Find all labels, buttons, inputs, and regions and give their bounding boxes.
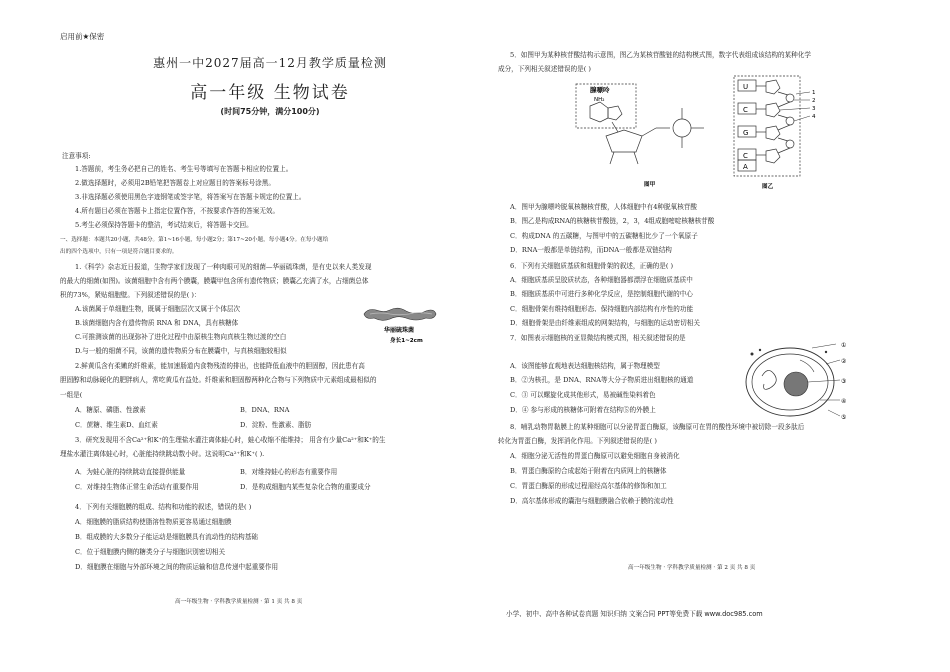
base-3: G xyxy=(743,129,749,137)
notice-item: 3.非选择题必须使用黑色字迹钢笔或签字笔，将答案写在答题卡规定的位置上。 xyxy=(75,193,306,201)
notice-item: 4.所有题目必须在答题卡上指定位置作答，不按要求作答的答案无效。 xyxy=(75,207,280,215)
question-3-option-d: D．是构成细胞内某些复杂化合物的重要成分 xyxy=(240,483,371,491)
question-5-option-d: D．RNA一般都是单链结构，而DNA一般都是双链结构 xyxy=(510,246,672,254)
question-4-stem: 4．下列有关细胞膜的组成、结构和功能的叙述，错误的是( ) xyxy=(75,503,252,511)
question-2-stem: 一组是( xyxy=(60,391,83,399)
page-footer-right: 高一年级生物 · 学科教学质量检测 · 第 2 页 共 8 页 xyxy=(628,565,756,571)
question-4-option-c: C．位于细胞膜内侧的糖类分子与细胞识别密切相关 xyxy=(75,548,226,556)
nucleus-figure xyxy=(740,340,855,422)
question-8-stem: 8．哺乳动物胃黏膜上的某种细胞可以分泌胃蛋白酶原，该酶原可在胃的酸性环境中被切除一段多肽后 xyxy=(510,423,805,431)
question-5-option-a: A．图甲为腺嘌呤脱氧核糖核苷酸，人体细胞中有4种脱氧核苷酸 xyxy=(510,203,697,211)
time-info: (时间75分钟，满分100分) xyxy=(220,107,320,116)
notice-item: 1.答题前，考生务必把自己的姓名、考生号等填写在答题卡相应的位置上。 xyxy=(75,165,293,173)
base-2: C xyxy=(743,106,748,114)
nucleotide-figure xyxy=(570,78,730,190)
base-5: A xyxy=(743,163,748,171)
question-2-stem: 2.鲜黄瓜含有柔嫩的纤维素，能加速肠道内食物残渣的排出，也能降低血液中的胆固醇，因此患有高 xyxy=(75,362,365,370)
question-1-option-d: D.与一般的细菌不同，该菌的遗传物质分布在膜囊中，与真核细胞较相似 xyxy=(75,347,287,355)
question-8-stem: 转化为胃蛋白酶，发挥消化作用。下列叙述错误的是( ) xyxy=(498,437,657,445)
question-5-stem: 5．如图甲为某种核苷酸结构示意图，图乙为某核苷酸链的结构模式图，数字代表组成该结构的某种化学 xyxy=(510,51,811,59)
bacterium-figure xyxy=(360,300,440,350)
question-2-option-a: A．糖原、磷脂、性激素 xyxy=(75,406,146,414)
chain-number-4: 4 xyxy=(812,114,816,120)
question-1-option-a: A.该菌属于单细胞生物，既属于细胞层次又属于个体层次 xyxy=(75,305,241,313)
question-7-option-d: D．④ 参与形成的核糖体可附着在结构⑤的外膜上 xyxy=(510,406,656,414)
question-3-option-b: B．对维持蛙心的形态有重要作用 xyxy=(240,468,338,476)
question-2-option-d: D．淀粉、性激素、脂肪 xyxy=(240,421,312,429)
question-2-option-c: C．蔗糖、维生素D、血红素 xyxy=(75,421,158,429)
chain-number-2: 2 xyxy=(812,98,816,104)
bacterium-caption: 华丽硫珠菌 xyxy=(384,327,415,334)
confidential-mark: 启用前★保密 xyxy=(60,32,105,41)
question-6-option-c: C．细胞骨架有维持细胞形态、保持细胞内部结构有序性的功能 xyxy=(510,305,694,313)
section-instruction: 出的四个选项中，只有一项是符合题目要求的。 xyxy=(60,249,178,255)
notice-item: 2.做选择题时，必须用2B铅笔把答题卷上对应题目的答案标号涂黑。 xyxy=(75,179,275,187)
question-8-option-c: C．胃蛋白酶原的形成过程需经高尔基体的修饰和加工 xyxy=(510,482,667,490)
nucleus-part-4: ④ xyxy=(841,398,847,405)
notice-heading: 注意事项: xyxy=(62,152,91,160)
question-6-option-b: B．细胞质基质中可进行多种化学反应，是控制细胞代谢的中心 xyxy=(510,290,693,298)
question-7-option-c: C．③ 可以螺旋化成其他形式，易被碱性染料着色 xyxy=(510,391,656,399)
question-1-option-c: C.可推测该菌的出现弥补了进化过程中由原核生物向真核生物过渡的空白 xyxy=(75,333,287,341)
question-7-stem: 7．如图表示细胞核的亚显微结构模式图，相关叙述错误的是 xyxy=(510,334,686,342)
section-instruction: 一、选择题：本题共20小题，共48分。第1~16小题，每小题2分；第17~20小题，每小题4分。在每小题给 xyxy=(60,237,329,243)
question-6-option-d: D．细胞骨架是由纤维素组成的网架结构，与细胞的运动密切相关 xyxy=(510,319,700,327)
nucleus-part-2: ② xyxy=(841,358,847,365)
question-2-stem: 胆固醇和动脉硬化的肥胖病人，常吃黄瓜有益处。纤维素和胆固醇两种化合物与下列物质中元素组成最相似的 xyxy=(60,376,377,384)
bacterium-length: 身长1~2cm xyxy=(390,338,423,344)
question-5-stem: 成分，下列相关叙述错误的是( ) xyxy=(498,65,591,73)
nucleus-part-3: ③ xyxy=(841,378,847,385)
site-watermark-text: 小学、初中、高中各种试卷真题 知识归纳 文案合同 PPT等免费下载 www.doc985.com xyxy=(506,610,763,618)
subject-title: 高一年级 生物试卷 xyxy=(190,83,350,103)
question-3-option-c: C．对维持生物体正常生命活动有重要作用 xyxy=(75,483,199,491)
notice-item: 5.考生必须保持答题卡的整洁，考试结束后，将答题卡交回。 xyxy=(75,221,253,229)
question-6-option-a: A．细胞质基质呈胶质状态，各种细胞器都漂浮在细胞质基质中 xyxy=(510,276,693,284)
question-3-option-a: A．为蛙心脏的持续跳动直接提供能量 xyxy=(75,468,186,476)
figure-b-caption: 图乙 xyxy=(762,184,774,190)
question-6-stem: 6．下列有关细胞质基质和细胞骨架的叙述，正确的是( ) xyxy=(510,262,674,270)
base-1: U xyxy=(743,83,749,91)
question-8-option-b: B．胃蛋白酶原的合成起始于附着在内质网上的核糖体 xyxy=(510,467,667,475)
question-4-option-d: D．细胞膜在细胞与外部环境之间的物质运输和信息传递中起重要作用 xyxy=(75,563,279,571)
question-4-option-a: A．细胞膜的脂质结构使脂溶性物质更容易通过细胞膜 xyxy=(75,518,232,526)
question-3-stem: 理盐水灌注离体蛙心时，心脏能持续跳动数小时。这说明Ca²⁺和K⁺( ). xyxy=(60,450,265,458)
question-8-option-a: A．细胞分泌无活性的胃蛋白酶原可以避免细胞自身被消化 xyxy=(510,452,680,460)
question-8-option-d: D．高尔基体形成的囊泡与细胞膜融合依赖于膜的流动性 xyxy=(510,497,674,505)
question-1-option-b: B.该菌细胞内含有遗传物质 RNA 和 DNA，具有核糖体 xyxy=(75,319,239,327)
question-1-stem: 1.《科学》杂志近日报道，生物学家们发现了一种肉眼可见的细菌—华丽硫珠菌，是有史以来人类发现 xyxy=(75,263,372,271)
figure-a-caption: 图甲 xyxy=(644,182,656,188)
question-2-option-b: B．DNA、RNA xyxy=(240,406,290,414)
question-4-option-b: B．组成膜的大多数分子能运动是细胞膜具有流动性的结构基础 xyxy=(75,533,258,541)
question-1-stem: 的最大的细菌(如图)。该菌细胞中含有两个膜囊，膜囊甲包含所有遗传物质；膜囊乙充满了水，占细菌总体 xyxy=(60,277,369,285)
question-5-option-c: C．构成DNA 的五碳糖，与图甲中的五碳糖相比少了一个氧原子 xyxy=(510,232,698,240)
adenine-label: 腺嘌呤 xyxy=(590,86,610,94)
question-3-stem: 3．研究发现用不含Ca²⁺和K⁺的生理盐水灌注离体蛙心时，蛙心收缩不能维持； 用含有少量Ca²⁺和K⁺的生 xyxy=(75,436,386,444)
question-5-option-b: B．图乙是构成RNA的核糖核苷酸链，2，3，4组成胞嘧啶核糖核苷酸 xyxy=(510,217,715,225)
page-footer-left: 高一年级生物 · 学科教学质量检测 · 第 1 页 共 8 页 xyxy=(175,599,303,605)
amine-group: NH₂ xyxy=(594,97,605,103)
chain-number-3: 3 xyxy=(812,106,816,112)
question-7-option-a: A．该图能够直观地表达细胞核结构，属于物理模型 xyxy=(510,362,660,370)
nucleotide-chain-figure xyxy=(730,74,830,192)
base-4: C xyxy=(743,152,748,160)
question-7-option-b: B．②为核孔，是 DNA、RNA等大分子物质进出细胞核的通道 xyxy=(510,376,694,384)
question-1-stem: 积的73%，紧贴细胞壁。下列叙述错误的是( )： xyxy=(60,291,201,299)
exam-title: 惠州一中2027届高一12月教学质量检测 xyxy=(153,56,387,70)
chain-number-1: 1 xyxy=(812,90,816,96)
nucleus-part-5: ⑤ xyxy=(841,414,847,421)
nucleus-part-1: ① xyxy=(841,342,847,349)
